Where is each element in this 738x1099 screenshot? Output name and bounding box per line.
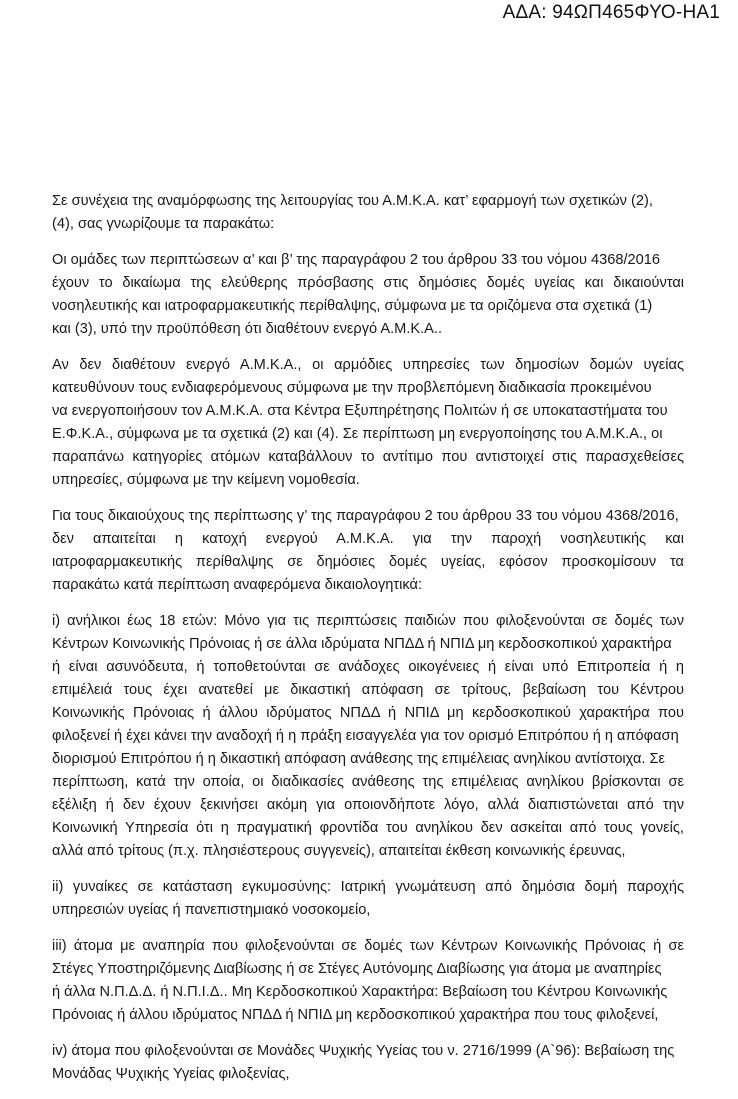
text-line: Στέγες Υποστηριζόμενης Διαβίωσης ή σε Στέγες Αυτόνομης Διαβίωσης για άτομα με αναπηρίες (52, 961, 662, 977)
paragraph (52, 249, 684, 341)
text-line: επιμέλειά τους έχει ανατεθεί με δικαστική απόφαση σε τρίτους, βεβαίωση του Κέντρου (52, 682, 684, 698)
paragraph (52, 354, 684, 492)
text-line: διορισμού Επιτρόπου ή η δικαστική απόφαση ανάθεσης της επιμέλειας ανηλίκου αντίστοιχα. Σε (52, 751, 666, 767)
text-line: Μονάδας Ψυχικής Υγείας φιλοξενίας, (52, 1066, 290, 1082)
text-line: κατευθύνουν τους ενδιαφερόμενους σύμφωνα με την προβλεπόμενη διαδικασία προκειμένου (52, 380, 652, 396)
text-line: παραπάνω κατηγορίες ατόμων καταβάλλουν το αντίτιμο που αντιστοιχεί στις παρασχεθείσες (52, 449, 684, 465)
paragraph (52, 876, 684, 922)
text-line: ιατροφαρμακευτικής περίθαλψης σε δημόσιες δομές υγείας, εφόσον προσκομίσουν τα (52, 554, 684, 570)
text-line: Κοινωνική Υπηρεσία ότι η πραγματική φροντίδα του ανηλίκου δεν ασκείται από τους γονείς, (52, 820, 684, 836)
text-line: ή άλλα Ν.Π.Δ.Δ. ή Ν.Π.Ι.Δ.. Μη Κερδοσκοπικού Χαρακτήρα: Βεβαίωση του Κέντρου Κοινωνικής (52, 984, 668, 1000)
text-line: Πρόνοιας ή άλλου ιδρύματος ΝΠΔΔ ή ΝΠΙΔ μη κερδοσκοπικού χαρακτήρα που τους φιλοξενεί, (52, 1007, 659, 1023)
text-line: περίπτωση, κατά την οποία, οι διαδικασίες ανάθεσης της επιμέλειας ανηλίκου βρίσκονται σε (52, 774, 684, 790)
text-line: (4), σας γνωρίζουμε τα παρακάτω: (52, 216, 275, 232)
text-line: αλλά από τρίτους (π.χ. πλησιέστερους συγγενείς), απαιτείται έκθεση κοινωνικής έρευνας, (52, 843, 626, 859)
text-line: i) ανήλικοι έως 18 ετών: Μόνο για τις περιπτώσεις παιδιών που φιλοξενούνται σε δομές των (52, 613, 684, 629)
text-line: Σε συνέχεια της αναμόρφωσης της λειτουργίας του Α.Μ.Κ.Α. κατ’ εφαρμογή των σχετικών (2), (52, 193, 653, 209)
text-line: Οι ομάδες των περιπτώσεων α’ και β’ της παραγράφου 2 του άρθρου 33 του νόμου 4368/2016 (52, 252, 661, 268)
text-line: Για τους δικαιούχους της περίπτωσης γ’ της παραγράφου 2 του άρθρου 33 του νόμου 4368/2016, (52, 508, 679, 524)
text-line: Κέντρων Κοινωνικής Πρόνοιας ή σε άλλα ιδρύματα ΝΠΔΔ ή ΝΠΙΔ μη κερδοσκοπικού χαρακτήρα (52, 636, 672, 652)
text-line: iii) άτομα με αναπηρία που φιλοξενούνται σε δομές των Κέντρων Κοινωνικής Πρόνοιας ή σε (52, 938, 684, 954)
text-line: υπηρεσίες, σύμφωνα με την κείμενη νομοθεσία. (52, 472, 360, 488)
text-line: ή είναι ασυνόδευτα, ή τοποθετούνται σε ανάδοχες οικογένειες ή είναι υπό Επιτροπεία ή η (52, 659, 684, 675)
paragraph (52, 1040, 684, 1086)
text-line: εξέλιξη ή δεν έχουν ξεκινήσει ακόμη για οποιονδήποτε λόγο, αλλά διαπιστώνεται από την (52, 797, 684, 813)
text-line: υπηρεσιών υγείας ή πανεπιστημιακό νοσοκομείο, (52, 902, 371, 918)
text-line: έχουν το δικαίωμα της ελεύθερης πρόσβασης στις δημόσιες δομές υγείας και δικαιούνται (52, 275, 684, 291)
text-line: και (3), υπό την προϋπόθεση ότι διαθέτουν ενεργό Α.Μ.Κ.Α.. (52, 321, 443, 337)
text-line: Αν δεν διαθέτουν ενεργό Α.Μ.Κ.Α., οι αρμόδιες υπηρεσίες των δημοσίων δομών υγείας (52, 357, 684, 373)
text-line: να ενεργοποιήσουν τον Α.Μ.Κ.Α. στα Κέντρα Εξυπηρέτησης Πολιτών ή σε υποκαταστήματα του (52, 403, 668, 419)
text-line: Κοινωνικής Πρόνοιας ή άλλου ιδρύματος ΝΠΔΔ ή ΝΠΙΔ μη κερδοσκοπικού χαρακτήρα που (52, 705, 684, 721)
text-line: νοσηλευτικής και ιατροφαρμακευτικής περίθαλψης, σύμφωνα με τα οριζόμενα στα σχετικά (1) (52, 298, 653, 314)
text-line: φιλοξενεί ή έχει κάνει την αναδοχή ή η πράξη εισαγγελέα για τον ορισμό Επιτρόπου ή η απόφαση (52, 728, 679, 744)
text-line: Ε.Φ.Κ.Α., σύμφωνα με τα σχετικά (2) και (4). Σε περίπτωση μη ενεργοποίησης του Α.Μ.Κ.Α., οι (52, 426, 663, 442)
text-line: παρακάτω κατά περίπτωση αναφερόμενα δικαιολογητικά: (52, 577, 423, 593)
document-body (52, 190, 684, 1099)
paragraph (52, 610, 684, 863)
text-line: ii) γυναίκες σε κατάσταση εγκυμοσύνης: Ιατρική γνωμάτευση από δημόσια δομή παροχής (52, 879, 684, 895)
ada-code: ΑΔΑ: 94ΩΠ465ΦΥΟ-ΗΑ1 (502, 2, 720, 23)
paragraph (52, 935, 684, 1027)
text-line: δεν απαιτείται η κατοχή ενεργού Α.Μ.Κ.Α. για την παροχή νοσηλευτικής και (52, 531, 684, 547)
paragraph (52, 505, 684, 597)
paragraph (52, 190, 684, 236)
text-line: iv) άτομα που φιλοξενούνται σε Μονάδες Ψυχικής Υγείας του ν. 2716/1999 (Α`96): Βεβαίωση της (52, 1043, 675, 1059)
